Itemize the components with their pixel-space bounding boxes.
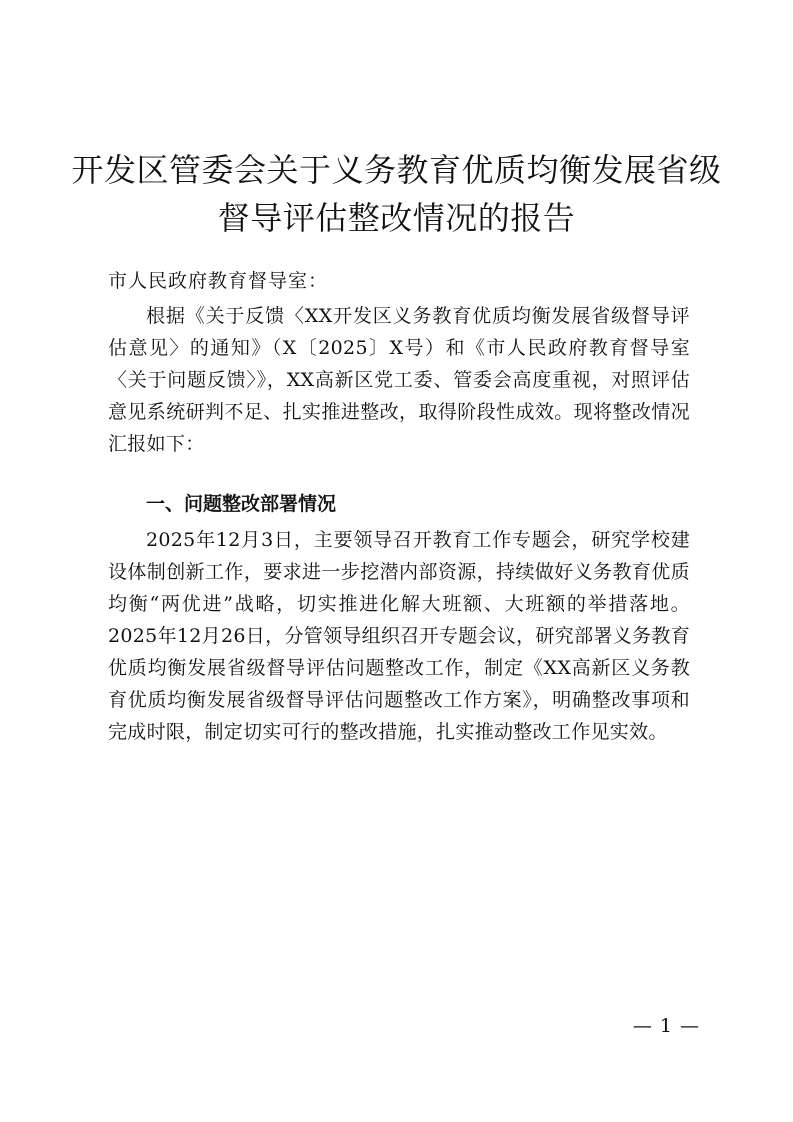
- paragraph-2: 2025年12月3日，主要领导召开教育工作专题会，研究学校建设体制创新工作，要求进一步挖潜内部资源，持续做好义务教育优质均衡“两优进”战略，切实推进化解大班额、大班额的举措落地。2025年12月26日，分管领导组织召开专题会议，研究部署义务教育优质均衡发展省级督导评估问题整改工作，制定《XX高新区义务教育优质均衡发展省级督导评估问题整改工作方案》，明确整改事项和完成时限，制定切实可行的整改措施，扎实推动整改工作见实效。: [108, 529, 690, 743]
- section-1-heading: 一、问题整改部署情况: [146, 493, 337, 515]
- document-title-line-2: 督导评估整改情况的报告: [217, 199, 576, 237]
- page-number: — 1 —: [632, 1015, 700, 1037]
- salutation: 市人民政府教育督导室：: [108, 270, 329, 292]
- paragraph-1: 根据《关于反馈〈XX开发区义务教育优质均衡发展省级督导评估意见〉的通知》（X〔2025〕X号）和《市人民政府教育督导室〈关于问题反馈〉》，XX高新区党工委、管委会高度重视，对照评估意见系统研判不足、扎实推进整改，取得阶段性成效。现将整改情况汇报如下：: [108, 305, 690, 455]
- document-title-line-1: 开发区管委会关于义务教育优质均衡发展省级: [71, 151, 722, 189]
- paragraph-1-container: [108, 300, 690, 460]
- paragraph-2-container: [108, 524, 690, 748]
